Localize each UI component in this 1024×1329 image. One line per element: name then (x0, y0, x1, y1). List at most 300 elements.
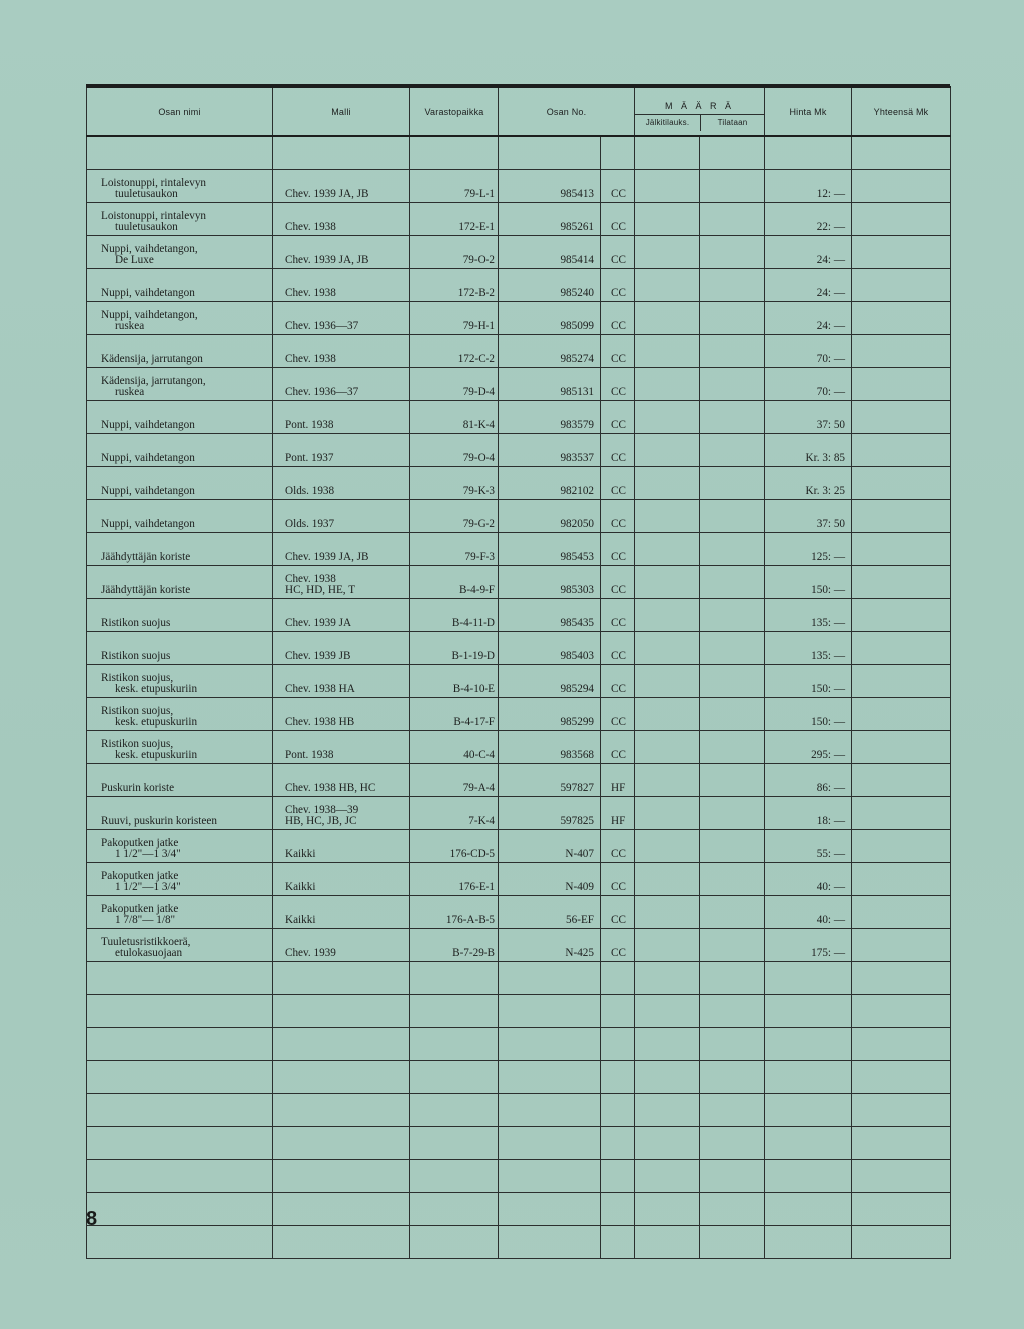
total-cell (852, 434, 951, 467)
part-name-line2: kesk. etupuskuriin (115, 716, 198, 728)
table-row (87, 302, 951, 335)
model-line2: Kaikki (285, 848, 316, 860)
part-number-cell: 982102 (499, 467, 601, 500)
part-name-line1: Tuuletusristikkoerä, (101, 936, 191, 948)
empty-row (87, 1160, 951, 1193)
price-cell: 70: — (765, 368, 852, 401)
model-line2: Chev. 1936—37 (285, 386, 359, 398)
empty-cell (635, 1226, 700, 1259)
backorder-cell (635, 566, 700, 599)
part-name-line2: etulokasuojaan (115, 947, 183, 959)
model-cell (273, 632, 410, 665)
backorder-cell (635, 368, 700, 401)
price-cell: Kr. 3: 25 (765, 467, 852, 500)
empty-cell (700, 1127, 765, 1160)
location-cell: 79-G-2 (410, 500, 499, 533)
part-number-cell: 985294 (499, 665, 601, 698)
model-line1: Chev. 1938—39 (285, 804, 359, 816)
class-code-cell: CC (601, 896, 635, 929)
header-hinta: Hinta Mk (765, 87, 852, 136)
part-number-cell: 985261 (499, 203, 601, 236)
part-number-cell: 597825 (499, 797, 601, 830)
empty-cell (852, 962, 951, 995)
model-line2: Chev. 1938 HA (285, 683, 355, 695)
table-row (87, 896, 951, 929)
empty-cell (87, 995, 273, 1028)
part-name-line2: De Luxe (115, 254, 154, 266)
model-cell (273, 830, 410, 863)
model-cell (273, 764, 410, 797)
total-cell (852, 830, 951, 863)
empty-cell (852, 1061, 951, 1094)
price-cell: 37: 50 (765, 500, 852, 533)
location-cell: 172-C-2 (410, 335, 499, 368)
class-code-cell: CC (601, 863, 635, 896)
order-qty-cell (700, 269, 765, 302)
empty-cell (635, 962, 700, 995)
part-name-line2: kesk. etupuskuriin (115, 749, 198, 761)
part-name-line1: Nuppi, vaihdetangon, (101, 309, 198, 321)
part-number-cell: N-409 (499, 863, 601, 896)
model-cell (273, 401, 410, 434)
part-name-cell (87, 797, 273, 830)
part-name-cell (87, 467, 273, 500)
location-cell: B-4-11-D (410, 599, 499, 632)
part-name-line2: Ruuvi, puskurin koristeen (101, 815, 217, 827)
model-line2: Pont. 1937 (285, 452, 334, 464)
price-cell: 24: — (765, 269, 852, 302)
empty-cell (410, 995, 499, 1028)
part-name-line2: 1 7/8"— 1/8" (115, 914, 176, 926)
model-line2: Chev. 1939 JA, JB (285, 254, 369, 266)
order-qty-cell (700, 863, 765, 896)
part-number-cell: 56-EF (499, 896, 601, 929)
location-cell: 172-E-1 (410, 203, 499, 236)
part-name-cell (87, 533, 273, 566)
empty-cell (601, 1127, 635, 1160)
total-cell (852, 896, 951, 929)
empty-row (87, 1094, 951, 1127)
backorder-cell (635, 467, 700, 500)
price-cell: 175: — (765, 929, 852, 962)
model-cell (273, 731, 410, 764)
backorder-cell (635, 830, 700, 863)
empty-cell (601, 1061, 635, 1094)
backorder-cell (635, 533, 700, 566)
location-cell: 79-O-4 (410, 434, 499, 467)
backorder-cell (635, 764, 700, 797)
part-number-cell: 985099 (499, 302, 601, 335)
total-cell (852, 335, 951, 368)
table-row (87, 830, 951, 863)
empty-cell (765, 1127, 852, 1160)
part-name-line1: Kädensija, jarrutangon, (101, 375, 206, 387)
part-name-cell (87, 368, 273, 401)
empty-cell (635, 1160, 700, 1193)
empty-cell (765, 1061, 852, 1094)
price-cell: Kr. 3: 85 (765, 434, 852, 467)
class-code-cell: CC (601, 269, 635, 302)
table-row (87, 533, 951, 566)
model-line2: Chev. 1938 (285, 353, 336, 365)
total-cell (852, 929, 951, 962)
part-name-line1: Pakoputken jatke (101, 837, 179, 849)
part-name-line2: 1 1/2"—1 3/4" (115, 881, 181, 893)
table-row (87, 401, 951, 434)
empty-cell (601, 1226, 635, 1259)
backorder-cell (635, 665, 700, 698)
part-name-cell (87, 170, 273, 203)
location-cell: 79-D-4 (410, 368, 499, 401)
location-cell: 176-E-1 (410, 863, 499, 896)
part-name-line1: Loistonuppi, rintalevyn (101, 177, 207, 189)
table-header-row (87, 87, 951, 136)
location-cell: B-1-19-D (410, 632, 499, 665)
backorder-cell (635, 896, 700, 929)
empty-cell (410, 962, 499, 995)
model-line1: Chev. 1938 (285, 573, 336, 585)
model-line2: Chev. 1939 JA, JB (285, 551, 369, 563)
empty-cell (765, 995, 852, 1028)
part-number-cell: 983579 (499, 401, 601, 434)
empty-cell (87, 1061, 273, 1094)
part-number-cell: 982050 (499, 500, 601, 533)
part-name-line2: Nuppi, vaihdetangon (101, 452, 195, 464)
part-number-cell: 985414 (499, 236, 601, 269)
empty-row (87, 1127, 951, 1160)
empty-cell (601, 1028, 635, 1061)
empty-cell (273, 995, 410, 1028)
empty-cell (273, 1061, 410, 1094)
backorder-cell (635, 203, 700, 236)
header-maara (635, 87, 765, 136)
model-cell (273, 269, 410, 302)
part-name-line2: Jäähdyttäjän koriste (101, 551, 191, 563)
empty-row (87, 1028, 951, 1061)
class-code-cell: CC (601, 929, 635, 962)
empty-cell (410, 1028, 499, 1061)
model-line2: Chev. 1939 JB (285, 650, 351, 662)
table-row (87, 731, 951, 764)
model-cell (273, 170, 410, 203)
empty-cell (499, 1193, 601, 1226)
class-code-cell: CC (601, 335, 635, 368)
empty-cell (273, 1127, 410, 1160)
location-cell: 79-O-2 (410, 236, 499, 269)
class-code-cell: HF (601, 797, 635, 830)
page-number: 8 (86, 1208, 98, 1230)
total-cell (852, 632, 951, 665)
model-line2: Chev. 1938 HB, HC (285, 782, 376, 794)
backorder-cell (635, 929, 700, 962)
empty-cell (601, 1094, 635, 1127)
empty-cell (273, 1028, 410, 1061)
part-name-line2: tuuletusaukon (115, 188, 178, 200)
total-cell (852, 401, 951, 434)
table-row (87, 170, 951, 203)
order-qty-cell (700, 434, 765, 467)
empty-cell (852, 995, 951, 1028)
order-qty-cell (700, 896, 765, 929)
total-cell (852, 566, 951, 599)
class-code-cell: CC (601, 434, 635, 467)
table-row (87, 599, 951, 632)
table-row (87, 203, 951, 236)
location-cell: 79-A-4 (410, 764, 499, 797)
empty-cell (700, 1160, 765, 1193)
empty-cell (635, 1094, 700, 1127)
price-cell: 295: — (765, 731, 852, 764)
model-cell (273, 665, 410, 698)
total-cell (852, 203, 951, 236)
model-line2: Chev. 1939 (285, 947, 336, 959)
order-qty-cell (700, 797, 765, 830)
part-name-cell (87, 566, 273, 599)
empty-cell (852, 1193, 951, 1226)
empty-cell (852, 1226, 951, 1259)
class-code-cell: CC (601, 467, 635, 500)
header-tilataan: Tilataan (717, 117, 748, 127)
empty-cell (499, 962, 601, 995)
order-qty-cell (700, 599, 765, 632)
empty-cell (635, 1061, 700, 1094)
backorder-cell (635, 797, 700, 830)
total-cell (852, 269, 951, 302)
order-qty-cell (700, 533, 765, 566)
empty-row (87, 1193, 951, 1226)
part-name-line2: Ristikon suojus (101, 650, 171, 662)
part-name-cell (87, 896, 273, 929)
empty-row (87, 995, 951, 1028)
part-name-cell (87, 698, 273, 731)
empty-cell (700, 995, 765, 1028)
order-qty-cell (700, 665, 765, 698)
part-name-line1: Nuppi, vaihdetangon, (101, 243, 198, 255)
empty-cell (635, 1193, 700, 1226)
location-cell: 172-B-2 (410, 269, 499, 302)
location-cell: 79-K-3 (410, 467, 499, 500)
header-osan-nimi: Osan nimi (87, 87, 273, 136)
part-name-cell (87, 302, 273, 335)
backorder-cell (635, 599, 700, 632)
empty-cell (601, 1193, 635, 1226)
class-code-cell: CC (601, 368, 635, 401)
order-qty-cell (700, 929, 765, 962)
backorder-cell (635, 500, 700, 533)
empty-cell (700, 962, 765, 995)
header-jalkitilauks: Jälkitilauks. (635, 115, 701, 131)
class-code-cell: CC (601, 731, 635, 764)
class-code-cell: CC (601, 599, 635, 632)
model-cell (273, 863, 410, 896)
total-cell (852, 599, 951, 632)
part-name-line2: Nuppi, vaihdetangon (101, 287, 195, 299)
empty-cell (601, 1160, 635, 1193)
part-number-cell: 983568 (499, 731, 601, 764)
part-number-cell: 985240 (499, 269, 601, 302)
part-number-cell: 985131 (499, 368, 601, 401)
backorder-cell (635, 863, 700, 896)
price-cell: 150: — (765, 698, 852, 731)
part-name-cell (87, 500, 273, 533)
part-number-cell: N-425 (499, 929, 601, 962)
total-cell (852, 665, 951, 698)
header-malli: Malli (273, 87, 410, 136)
total-cell (852, 797, 951, 830)
header-maara-title: M Ä Ä R Ä (665, 100, 735, 111)
part-name-line2: ruskea (115, 320, 145, 332)
empty-cell (765, 1094, 852, 1127)
part-name-cell (87, 434, 273, 467)
backorder-cell (635, 401, 700, 434)
backorder-cell (635, 335, 700, 368)
price-cell: 86: — (765, 764, 852, 797)
model-line2: Chev. 1938 (285, 287, 336, 299)
model-line2: Olds. 1938 (285, 485, 335, 497)
table-row (87, 368, 951, 401)
empty-row (87, 962, 951, 995)
empty-cell (765, 1160, 852, 1193)
backorder-cell (635, 269, 700, 302)
part-number-cell: N-407 (499, 830, 601, 863)
empty-cell (765, 1028, 852, 1061)
model-line2: Kaikki (285, 881, 316, 893)
class-code-cell: CC (601, 170, 635, 203)
part-name-line2: Jäähdyttäjän koriste (101, 584, 191, 596)
empty-cell (273, 1226, 410, 1259)
part-name-line2: Nuppi, vaihdetangon (101, 485, 195, 497)
price-cell: 70: — (765, 335, 852, 368)
model-cell (273, 566, 410, 599)
class-code-cell: CC (601, 302, 635, 335)
part-name-line2: ruskea (115, 386, 145, 398)
empty-cell (410, 1061, 499, 1094)
table-body (87, 136, 951, 1259)
empty-cell (499, 1127, 601, 1160)
class-code-cell: CC (601, 500, 635, 533)
order-qty-cell (700, 335, 765, 368)
part-number-cell: 983537 (499, 434, 601, 467)
class-code-cell: CC (601, 203, 635, 236)
part-name-cell (87, 632, 273, 665)
empty-row (87, 1061, 951, 1094)
empty-cell (852, 1127, 951, 1160)
spacer-row (87, 136, 951, 170)
empty-cell (87, 1094, 273, 1127)
empty-cell (499, 1160, 601, 1193)
total-cell (852, 467, 951, 500)
empty-cell (499, 1028, 601, 1061)
location-cell: B-4-17-F (410, 698, 499, 731)
price-cell: 135: — (765, 599, 852, 632)
order-qty-cell (700, 203, 765, 236)
part-name-cell (87, 929, 273, 962)
price-cell: 18: — (765, 797, 852, 830)
empty-cell (87, 1160, 273, 1193)
part-number-cell: 985299 (499, 698, 601, 731)
model-line2: Pont. 1938 (285, 749, 334, 761)
model-line2: Chev. 1938 (285, 221, 336, 233)
empty-cell (635, 995, 700, 1028)
part-name-line1: Ristikon suojus, (101, 738, 174, 750)
part-name-line2: kesk. etupuskuriin (115, 683, 198, 695)
order-qty-cell (700, 368, 765, 401)
table-row (87, 566, 951, 599)
class-code-cell: CC (601, 632, 635, 665)
table-row (87, 269, 951, 302)
price-cell: 150: — (765, 665, 852, 698)
table-row (87, 236, 951, 269)
part-name-line2: Nuppi, vaihdetangon (101, 518, 195, 530)
empty-cell (273, 962, 410, 995)
part-name-line2: tuuletusaukon (115, 221, 178, 233)
class-code-cell: CC (601, 830, 635, 863)
part-name-cell (87, 599, 273, 632)
model-cell (273, 368, 410, 401)
part-name-cell (87, 764, 273, 797)
empty-cell (87, 1127, 273, 1160)
model-cell (273, 929, 410, 962)
part-name-line1: Ristikon suojus, (101, 705, 174, 717)
backorder-cell (635, 236, 700, 269)
total-cell (852, 764, 951, 797)
location-cell: 79-F-3 (410, 533, 499, 566)
header-yhteensa: Yhteensä Mk (852, 87, 951, 136)
order-qty-cell (700, 401, 765, 434)
backorder-cell (635, 170, 700, 203)
empty-cell (852, 1160, 951, 1193)
class-code-cell: CC (601, 533, 635, 566)
model-line2: Chev. 1939 JA (285, 617, 352, 629)
location-cell: 81-K-4 (410, 401, 499, 434)
part-name-line2: Kädensija, jarrutangon (101, 353, 203, 365)
empty-row (87, 1226, 951, 1259)
price-cell: 40: — (765, 896, 852, 929)
empty-cell (499, 995, 601, 1028)
part-name-cell (87, 236, 273, 269)
location-cell: 79-H-1 (410, 302, 499, 335)
empty-cell (601, 995, 635, 1028)
price-cell: 135: — (765, 632, 852, 665)
class-code-cell: HF (601, 764, 635, 797)
total-cell (852, 500, 951, 533)
part-name-cell (87, 830, 273, 863)
price-cell: 22: — (765, 203, 852, 236)
part-number-cell: 985453 (499, 533, 601, 566)
table-row (87, 797, 951, 830)
order-qty-cell (700, 698, 765, 731)
table-row (87, 467, 951, 500)
total-cell (852, 863, 951, 896)
price-cell: 12: — (765, 170, 852, 203)
price-cell: 55: — (765, 830, 852, 863)
empty-cell (87, 1193, 273, 1226)
empty-cell (410, 1127, 499, 1160)
part-number-cell: 985274 (499, 335, 601, 368)
model-cell (273, 500, 410, 533)
empty-cell (273, 1193, 410, 1226)
part-name-line2: 1 1/2"—1 3/4" (115, 848, 181, 860)
empty-cell (410, 1160, 499, 1193)
empty-cell (410, 1226, 499, 1259)
price-cell: 24: — (765, 302, 852, 335)
header-varastopaikka: Varastopaikka (410, 87, 499, 136)
model-cell (273, 434, 410, 467)
empty-cell (765, 1193, 852, 1226)
empty-cell (410, 1193, 499, 1226)
empty-cell (410, 1094, 499, 1127)
empty-cell (273, 1160, 410, 1193)
